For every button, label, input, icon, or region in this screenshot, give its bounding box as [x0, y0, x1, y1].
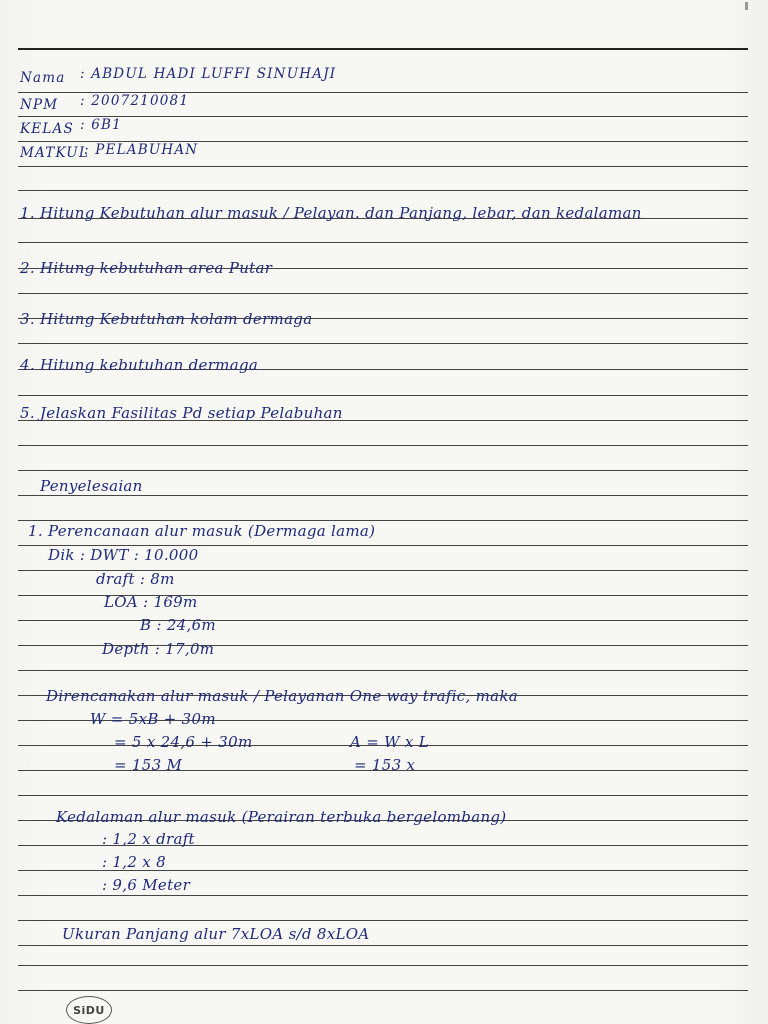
solution-heading: Penyelesaian — [40, 477, 143, 495]
matkul-label: MATKUL — [20, 145, 89, 161]
given-dwt: Dik : DWT : 10.000 — [48, 546, 199, 564]
given-depth: Depth : 17,0m — [102, 640, 215, 658]
matkul-value: : PELABUHAN — [84, 142, 199, 158]
ruled-line — [18, 116, 748, 117]
area-formula: A = W x L — [350, 733, 430, 751]
ruled-line — [18, 293, 748, 294]
ruled-line — [18, 795, 748, 796]
ruled-line — [18, 520, 748, 521]
kelas-value: : 6B1 — [80, 117, 122, 133]
depth-result: : 9,6 Meter — [102, 876, 191, 894]
ruled-line — [18, 620, 748, 621]
area-result: = 153 x — [354, 756, 416, 774]
given-draft: draft : 8m — [96, 570, 175, 588]
given-b: B : 24,6m — [140, 616, 216, 634]
question-5: 5. Jelaskan Fasilitas Pd setiap Pelabuhan — [20, 404, 343, 422]
npm-label: NPM — [20, 97, 59, 113]
ruled-line — [18, 965, 748, 966]
edge-mark — [745, 2, 748, 10]
brand-logo-text: SiDU — [73, 1003, 105, 1017]
question-4: 4. Hitung kebutuhan dermaga — [20, 356, 259, 374]
question-1: 1. Hitung Kebutuhan alur masuk / Pelayan. dan Panjang, lebar, dan kedalaman — [20, 204, 642, 222]
depth-calc: : 1,2 x 8 — [102, 853, 166, 871]
length-line: Ukuran Panjang alur 7xLOA s/d 8xLOA — [62, 925, 370, 943]
ruled-line — [18, 670, 748, 671]
ruled-line — [18, 190, 748, 191]
width-result: = 153 M — [114, 756, 183, 774]
plan-line: Direncanakan alur masuk / Pelayanan One way trafic, maka — [46, 687, 519, 705]
ruled-line — [18, 395, 748, 396]
width-formula: W = 5xB + 30m — [90, 710, 216, 728]
brand-logo — [66, 996, 112, 1024]
ruled-line — [18, 495, 748, 496]
given-loa: LOA : 169m — [104, 593, 198, 611]
ruled-line — [18, 945, 748, 946]
ruled-line — [18, 990, 748, 991]
name-value: : ABDUL HADI LUFFI SINUHAJI — [80, 66, 337, 82]
section1-title: 1. Perencanaan alur masuk (Dermaga lama) — [28, 522, 376, 540]
depth-formula: : 1,2 x draft — [102, 830, 195, 848]
npm-value: : 2007210081 — [80, 93, 190, 109]
ruled-line — [18, 166, 748, 167]
ruled-line — [18, 895, 748, 896]
ruled-line — [18, 470, 748, 471]
ruled-line — [18, 343, 748, 344]
question-2: 2. Hitung kebutuhan area Putar — [20, 259, 273, 277]
ruled-line — [18, 920, 748, 921]
ruled-line — [18, 445, 748, 446]
ruled-line — [18, 48, 748, 50]
ruled-line — [18, 242, 748, 243]
name-label: Nama — [20, 70, 66, 86]
width-calc: = 5 x 24,6 + 30m — [114, 733, 253, 751]
depth-title: Kedalaman alur masuk (Perairan terbuka bergelombang) — [56, 808, 507, 826]
kelas-label: KELAS — [20, 121, 74, 137]
question-3: 3. Hitung Kebutuhan kolam dermaga — [20, 310, 313, 328]
